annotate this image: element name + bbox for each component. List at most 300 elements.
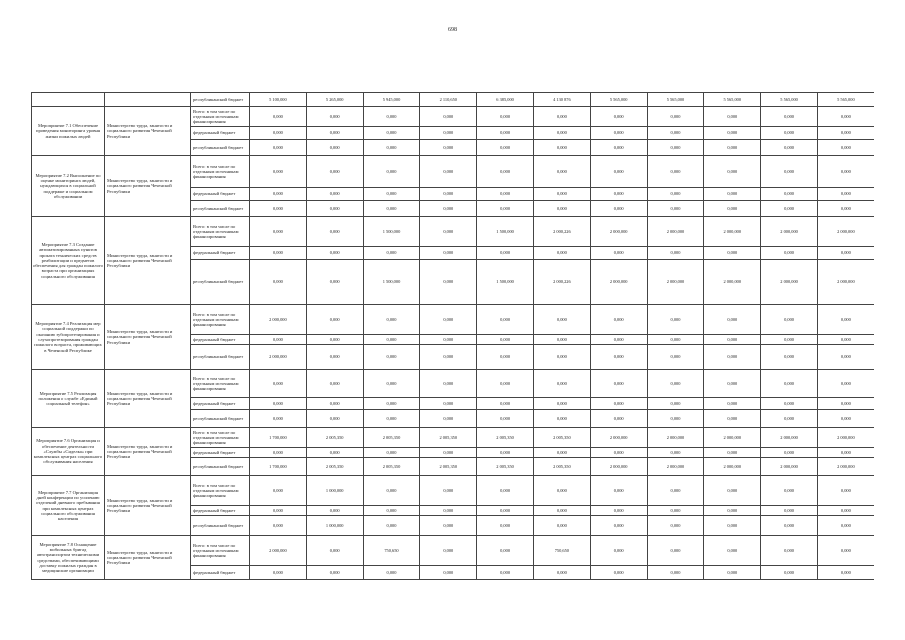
amount-cell: 0,000 bbox=[477, 247, 534, 260]
amount-cell: 0,000 bbox=[761, 410, 818, 428]
funding-source-cell: Всего: в том числе по отдельным источникам финансирования bbox=[191, 370, 250, 398]
table-row bbox=[32, 476, 875, 506]
amount-cell: 0,000 bbox=[420, 536, 477, 566]
amount-cell: 0,000 bbox=[420, 566, 477, 580]
amount-cell: 0,000 bbox=[761, 536, 818, 566]
amount-cell: 0,000 bbox=[761, 305, 818, 335]
amount-cell: 0,000 bbox=[533, 516, 590, 536]
responsible-cell: Министерство труда, занятости и социального развития Чеченской Республики bbox=[105, 107, 191, 156]
amount-cell: 0,000 bbox=[250, 188, 307, 201]
amount-cell: 0,000 bbox=[817, 201, 874, 217]
amount-cell: 2 005,350 bbox=[420, 428, 477, 448]
funding-source-cell: Всего: в том числе по отдельным источникам финансирования bbox=[191, 107, 250, 127]
responsible-cell: Министерство труда, занятости и социального развития Чеченской Республики bbox=[105, 156, 191, 217]
funding-source-cell: Всего: в том числе по отдельным источникам финансирования bbox=[191, 536, 250, 566]
amount-cell: 0,000 bbox=[306, 566, 363, 580]
amount-cell: 0,000 bbox=[420, 107, 477, 127]
amount-cell: 0,000 bbox=[250, 335, 307, 345]
funding-source-cell: республиканский бюджет bbox=[191, 260, 250, 305]
funding-source-cell: Всего: в том числе по отдельным источникам финансирования bbox=[191, 217, 250, 247]
funding-table-body bbox=[32, 93, 875, 580]
amount-cell: 0,000 bbox=[477, 127, 534, 140]
event-name-cell: Мероприятие 7.5 Реализация положения о службе «Единый социальный телефон» bbox=[32, 370, 105, 428]
amount-cell: 2 000,000 bbox=[704, 260, 761, 305]
amount-cell: 0,000 bbox=[363, 345, 420, 370]
amount-cell: 2 000,000 bbox=[590, 217, 647, 247]
amount-cell: 1 700,000 bbox=[250, 428, 307, 448]
amount-cell: 0,000 bbox=[533, 335, 590, 345]
amount-cell: 0,000 bbox=[533, 448, 590, 458]
amount-cell: 0,000 bbox=[761, 156, 818, 188]
table-row bbox=[32, 156, 875, 188]
amount-cell: 0,000 bbox=[250, 260, 307, 305]
amount-cell: 0,000 bbox=[477, 107, 534, 127]
amount-cell: 0,000 bbox=[250, 370, 307, 398]
amount-cell: 0,000 bbox=[250, 127, 307, 140]
amount-cell: 0,000 bbox=[477, 448, 534, 458]
amount-cell: 0,000 bbox=[761, 188, 818, 201]
amount-cell: 0,000 bbox=[817, 516, 874, 536]
funding-source-cell: федеральный бюджет bbox=[191, 127, 250, 140]
amount-cell: 0,000 bbox=[363, 410, 420, 428]
funding-source-cell: федеральный бюджет bbox=[191, 566, 250, 580]
responsible-cell: Министерство труда, занятости и социального развития Чеченской Республики bbox=[105, 370, 191, 428]
amount-cell: 0,000 bbox=[761, 107, 818, 127]
table-row bbox=[32, 217, 875, 247]
amount-cell: 1 500,000 bbox=[363, 260, 420, 305]
amount-cell: 5 100,000 bbox=[250, 93, 307, 107]
amount-cell: 0,000 bbox=[477, 398, 534, 410]
amount-cell: 0,000 bbox=[590, 370, 647, 398]
amount-cell: 0,000 bbox=[250, 506, 307, 516]
amount-cell: 2 000,000 bbox=[817, 458, 874, 476]
table-row bbox=[32, 93, 875, 107]
amount-cell: 0,000 bbox=[306, 140, 363, 156]
amount-cell: 0,000 bbox=[647, 140, 704, 156]
amount-cell: 0,000 bbox=[590, 506, 647, 516]
amount-cell: 0,000 bbox=[761, 506, 818, 516]
amount-cell: 0,000 bbox=[590, 448, 647, 458]
amount-cell: 2 005,350 bbox=[477, 428, 534, 448]
amount-cell: 0,000 bbox=[647, 410, 704, 428]
amount-cell: 0,000 bbox=[761, 247, 818, 260]
amount-cell: 0,000 bbox=[306, 536, 363, 566]
amount-cell: 0,000 bbox=[647, 345, 704, 370]
amount-cell: 0,000 bbox=[363, 398, 420, 410]
funding-source-cell: федеральный бюджет bbox=[191, 448, 250, 458]
amount-cell: 0,000 bbox=[306, 107, 363, 127]
amount-cell: 0,000 bbox=[306, 188, 363, 201]
amount-cell: 2 000,000 bbox=[647, 428, 704, 448]
amount-cell: 0,000 bbox=[306, 217, 363, 247]
amount-cell: 2 000,000 bbox=[647, 458, 704, 476]
amount-cell: 2 000,000 bbox=[704, 428, 761, 448]
amount-cell: 2 000,000 bbox=[250, 305, 307, 335]
amount-cell: 0,000 bbox=[704, 448, 761, 458]
funding-source-cell: Всего: в том числе по отдельным источникам финансирования bbox=[191, 156, 250, 188]
amount-cell: 0,000 bbox=[250, 217, 307, 247]
amount-cell: 0,000 bbox=[420, 410, 477, 428]
amount-cell: 2 000,000 bbox=[590, 260, 647, 305]
amount-cell: 0,000 bbox=[761, 476, 818, 506]
amount-cell: 0,000 bbox=[250, 156, 307, 188]
funding-table bbox=[31, 92, 874, 580]
responsible-cell bbox=[105, 93, 191, 107]
amount-cell: 0,000 bbox=[704, 566, 761, 580]
amount-cell: 2 005,350 bbox=[363, 428, 420, 448]
amount-cell: 0,000 bbox=[761, 566, 818, 580]
amount-cell: 2 005,350 bbox=[363, 458, 420, 476]
funding-source-cell: Всего: в том числе по отдельным источникам финансирования bbox=[191, 428, 250, 448]
amount-cell: 0,000 bbox=[590, 247, 647, 260]
funding-source-cell: республиканский бюджет bbox=[191, 201, 250, 217]
amount-cell: 0,000 bbox=[477, 188, 534, 201]
amount-cell: 0,000 bbox=[533, 127, 590, 140]
amount-cell: 0,000 bbox=[590, 201, 647, 217]
amount-cell: 0,000 bbox=[306, 345, 363, 370]
amount-cell: 0,000 bbox=[647, 536, 704, 566]
amount-cell: 0,000 bbox=[477, 536, 534, 566]
amount-cell: 0,000 bbox=[250, 566, 307, 580]
amount-cell: 0,000 bbox=[647, 188, 704, 201]
responsible-cell: Министерство труда, занятости и социального развития Чеченской Республики bbox=[105, 536, 191, 580]
amount-cell: 0,000 bbox=[306, 201, 363, 217]
amount-cell: 0,000 bbox=[420, 127, 477, 140]
amount-cell: 5 565,000 bbox=[704, 93, 761, 107]
amount-cell: 0,000 bbox=[533, 247, 590, 260]
funding-table-container bbox=[31, 92, 874, 607]
amount-cell: 0,000 bbox=[306, 370, 363, 398]
amount-cell: 0,000 bbox=[420, 201, 477, 217]
amount-cell: 0,000 bbox=[590, 127, 647, 140]
event-name-cell: Мероприятие 7.7 Организация дней конференции по усилению отделений дневного пребывания при комплексных центрах социального обслуживания населения bbox=[32, 476, 105, 536]
amount-cell: 0,000 bbox=[306, 247, 363, 260]
amount-cell: 0,000 bbox=[306, 448, 363, 458]
amount-cell: 0,000 bbox=[363, 305, 420, 335]
amount-cell: 0,000 bbox=[250, 398, 307, 410]
amount-cell: 0,000 bbox=[647, 247, 704, 260]
amount-cell: 0,000 bbox=[533, 188, 590, 201]
amount-cell: 2 000,226 bbox=[533, 260, 590, 305]
event-name-cell: Мероприятие 7.8 Оснащение мобильных бригад автотранспортом техническими средствами, обеспечивающими доставку пожилых граждан в медицинские организации bbox=[32, 536, 105, 580]
amount-cell: 5 565,000 bbox=[817, 93, 874, 107]
amount-cell: 2 000,000 bbox=[590, 428, 647, 448]
amount-cell: 1 500,000 bbox=[477, 260, 534, 305]
amount-cell: 0,000 bbox=[363, 127, 420, 140]
table-row bbox=[32, 305, 875, 335]
amount-cell: 2 000,000 bbox=[250, 536, 307, 566]
responsible-cell: Министерство труда, занятости и социального развития Чеченской Республики bbox=[105, 305, 191, 370]
table-row bbox=[32, 107, 875, 127]
amount-cell: 0,000 bbox=[647, 127, 704, 140]
amount-cell: 0,000 bbox=[647, 370, 704, 398]
amount-cell: 0,000 bbox=[363, 335, 420, 345]
amount-cell: 2 000,000 bbox=[761, 458, 818, 476]
amount-cell: 2 005,350 bbox=[306, 428, 363, 448]
amount-cell: 0,000 bbox=[817, 127, 874, 140]
funding-source-cell: Всего: в том числе по отдельным источникам финансирования bbox=[191, 305, 250, 335]
amount-cell: 0,000 bbox=[477, 410, 534, 428]
amount-cell: 0,000 bbox=[363, 188, 420, 201]
amount-cell: 0,000 bbox=[477, 476, 534, 506]
amount-cell: 0,000 bbox=[363, 107, 420, 127]
amount-cell: 0,000 bbox=[704, 536, 761, 566]
amount-cell: 0,000 bbox=[250, 107, 307, 127]
amount-cell: 1 700,000 bbox=[250, 458, 307, 476]
amount-cell: 0,000 bbox=[363, 476, 420, 506]
table-row bbox=[32, 428, 875, 448]
amount-cell: 1 000,000 bbox=[306, 516, 363, 536]
amount-cell: 0,000 bbox=[477, 370, 534, 398]
amount-cell: 0,000 bbox=[817, 410, 874, 428]
amount-cell: 0,000 bbox=[363, 247, 420, 260]
amount-cell: 0,000 bbox=[420, 188, 477, 201]
amount-cell: 0,000 bbox=[477, 305, 534, 335]
amount-cell: 2 000,000 bbox=[761, 428, 818, 448]
amount-cell: 0,000 bbox=[647, 305, 704, 335]
event-name-cell: Мероприятие 7.2 Выполнение по оценке мониторинга людей, нуждающихся в социальной поддержке и социальном обслуживании bbox=[32, 156, 105, 217]
amount-cell: 0,000 bbox=[704, 107, 761, 127]
amount-cell: 4 130 876 bbox=[533, 93, 590, 107]
amount-cell: 0,000 bbox=[477, 140, 534, 156]
amount-cell: 0,000 bbox=[647, 156, 704, 188]
amount-cell: 0,000 bbox=[647, 476, 704, 506]
amount-cell: 0,000 bbox=[817, 107, 874, 127]
amount-cell: 0,000 bbox=[590, 476, 647, 506]
amount-cell: 0,000 bbox=[250, 140, 307, 156]
amount-cell: 0,000 bbox=[704, 188, 761, 201]
amount-cell: 0,000 bbox=[420, 370, 477, 398]
amount-cell: 0,000 bbox=[590, 335, 647, 345]
amount-cell: 0,000 bbox=[817, 398, 874, 410]
amount-cell: 0,000 bbox=[761, 516, 818, 536]
funding-source-cell: федеральный бюджет bbox=[191, 506, 250, 516]
amount-cell: 0,000 bbox=[250, 247, 307, 260]
amount-cell: 0,000 bbox=[420, 305, 477, 335]
table-row bbox=[32, 536, 875, 566]
amount-cell: 5 265,000 bbox=[306, 93, 363, 107]
amount-cell: 750,650 bbox=[363, 536, 420, 566]
amount-cell: 0,000 bbox=[533, 201, 590, 217]
amount-cell: 0,000 bbox=[817, 156, 874, 188]
amount-cell: 0,000 bbox=[761, 335, 818, 345]
amount-cell: 5 945,000 bbox=[363, 93, 420, 107]
funding-source-cell: республиканский бюджет bbox=[191, 410, 250, 428]
amount-cell: 0,000 bbox=[533, 156, 590, 188]
amount-cell: 0,000 bbox=[761, 345, 818, 370]
responsible-cell: Министерство труда, занятости и социального развития Чеченской Республики bbox=[105, 476, 191, 536]
amount-cell: 2 005,350 bbox=[533, 428, 590, 448]
amount-cell: 2 000,000 bbox=[817, 260, 874, 305]
amount-cell: 0,000 bbox=[817, 566, 874, 580]
amount-cell: 0,000 bbox=[761, 398, 818, 410]
page-number: 698 bbox=[448, 27, 457, 33]
amount-cell: 2 000,000 bbox=[704, 217, 761, 247]
amount-cell: 2 000,226 bbox=[533, 217, 590, 247]
amount-cell: 0,000 bbox=[250, 201, 307, 217]
amount-cell: 0,000 bbox=[533, 345, 590, 370]
amount-cell: 0,000 bbox=[306, 156, 363, 188]
amount-cell: 0,000 bbox=[477, 506, 534, 516]
funding-source-cell: республиканский бюджет bbox=[191, 345, 250, 370]
amount-cell: 0,000 bbox=[817, 335, 874, 345]
event-name-cell: Мероприятие 7.3 Создание автоматизированных пунктов проката технических средств реабилитации и предметов обеспечения для граждан пожилого возраста при организациях социального обслуживания bbox=[32, 217, 105, 305]
amount-cell: 0,000 bbox=[306, 398, 363, 410]
amount-cell: 0,000 bbox=[817, 476, 874, 506]
amount-cell: 0,000 bbox=[817, 370, 874, 398]
funding-source-cell: федеральный бюджет bbox=[191, 247, 250, 260]
funding-source-cell: республиканский бюджет bbox=[191, 93, 250, 107]
amount-cell: 0,000 bbox=[250, 516, 307, 536]
funding-source-cell: федеральный бюджет bbox=[191, 335, 250, 345]
amount-cell: 2 005,350 bbox=[533, 458, 590, 476]
amount-cell: 0,000 bbox=[817, 536, 874, 566]
amount-cell: 0,000 bbox=[647, 506, 704, 516]
amount-cell: 2 110,650 bbox=[420, 93, 477, 107]
amount-cell: 0,000 bbox=[590, 516, 647, 536]
amount-cell: 2 000,000 bbox=[647, 260, 704, 305]
responsible-cell: Министерство труда, занятости и социального развития Чеченской Республики bbox=[105, 217, 191, 305]
amount-cell: 0,000 bbox=[533, 410, 590, 428]
amount-cell: 0,000 bbox=[817, 188, 874, 201]
amount-cell: 0,000 bbox=[533, 476, 590, 506]
amount-cell: 1 500,000 bbox=[363, 217, 420, 247]
amount-cell: 6 385,000 bbox=[477, 93, 534, 107]
amount-cell: 0,000 bbox=[761, 127, 818, 140]
amount-cell: 0,000 bbox=[250, 448, 307, 458]
amount-cell: 0,000 bbox=[477, 345, 534, 370]
amount-cell: 0,000 bbox=[363, 156, 420, 188]
amount-cell: 0,000 bbox=[647, 201, 704, 217]
amount-cell: 0,000 bbox=[704, 201, 761, 217]
amount-cell: 0,000 bbox=[363, 506, 420, 516]
amount-cell: 0,000 bbox=[420, 476, 477, 506]
amount-cell: 0,000 bbox=[590, 305, 647, 335]
amount-cell: 0,000 bbox=[306, 335, 363, 345]
amount-cell: 0,000 bbox=[533, 566, 590, 580]
amount-cell: 0,000 bbox=[533, 506, 590, 516]
amount-cell: 0,000 bbox=[363, 370, 420, 398]
amount-cell: 0,000 bbox=[704, 140, 761, 156]
amount-cell: 0,000 bbox=[306, 506, 363, 516]
amount-cell: 2 000,000 bbox=[817, 428, 874, 448]
event-name-cell: Мероприятие 7.6 Организация и обеспечение деятельности «Службы «Сиделка» при комплексных центрах социального обслуживания населения bbox=[32, 428, 105, 476]
amount-cell: 0,000 bbox=[477, 201, 534, 217]
amount-cell: 0,000 bbox=[704, 410, 761, 428]
amount-cell: 0,000 bbox=[647, 107, 704, 127]
amount-cell: 0,000 bbox=[590, 398, 647, 410]
amount-cell: 0,000 bbox=[704, 156, 761, 188]
amount-cell: 2 000,000 bbox=[250, 345, 307, 370]
amount-cell: 0,000 bbox=[704, 398, 761, 410]
amount-cell: 0,000 bbox=[420, 448, 477, 458]
amount-cell: 0,000 bbox=[761, 370, 818, 398]
amount-cell: 0,000 bbox=[647, 398, 704, 410]
amount-cell: 0,000 bbox=[704, 305, 761, 335]
amount-cell: 0,000 bbox=[533, 370, 590, 398]
amount-cell: 0,000 bbox=[306, 410, 363, 428]
amount-cell: 0,000 bbox=[363, 140, 420, 156]
amount-cell: 2 000,000 bbox=[647, 217, 704, 247]
amount-cell: 0,000 bbox=[590, 345, 647, 370]
amount-cell: 5 565,000 bbox=[647, 93, 704, 107]
amount-cell: 0,000 bbox=[590, 188, 647, 201]
amount-cell: 0,000 bbox=[363, 448, 420, 458]
amount-cell: 0,000 bbox=[817, 345, 874, 370]
amount-cell: 0,000 bbox=[704, 516, 761, 536]
amount-cell: 0,000 bbox=[477, 335, 534, 345]
amount-cell: 0,000 bbox=[817, 448, 874, 458]
amount-cell: 0,000 bbox=[590, 566, 647, 580]
amount-cell: 0,000 bbox=[420, 260, 477, 305]
amount-cell: 0,000 bbox=[420, 156, 477, 188]
amount-cell: 0,000 bbox=[533, 140, 590, 156]
amount-cell: 0,000 bbox=[250, 410, 307, 428]
amount-cell: 5 565,000 bbox=[761, 93, 818, 107]
amount-cell: 0,000 bbox=[477, 156, 534, 188]
amount-cell: 2 000,000 bbox=[817, 217, 874, 247]
amount-cell: 0,000 bbox=[817, 140, 874, 156]
amount-cell: 0,000 bbox=[817, 247, 874, 260]
amount-cell: 2 000,000 bbox=[590, 458, 647, 476]
responsible-cell: Министерство труда, занятости и социального развития Чеченской Республики bbox=[105, 428, 191, 476]
amount-cell: 0,000 bbox=[590, 156, 647, 188]
amount-cell: 0,000 bbox=[306, 127, 363, 140]
amount-cell: 2 005,350 bbox=[420, 458, 477, 476]
amount-cell: 0,000 bbox=[420, 398, 477, 410]
amount-cell: 0,000 bbox=[647, 516, 704, 536]
amount-cell: 750,650 bbox=[533, 536, 590, 566]
amount-cell: 0,000 bbox=[704, 345, 761, 370]
amount-cell: 0,000 bbox=[647, 335, 704, 345]
amount-cell: 0,000 bbox=[420, 140, 477, 156]
amount-cell: 0,000 bbox=[420, 335, 477, 345]
event-name-cell: Мероприятие 7.4 Реализация мер социальной поддержки по оказанию зубопротезирования и слухопротезирования граждан пожилого возраста, проживающих в Чеченской Республике bbox=[32, 305, 105, 370]
event-name-cell bbox=[32, 93, 105, 107]
event-name-cell: Мероприятие 7.1 Обеспечение проведения мониторинга уровня жизни пожилых людей bbox=[32, 107, 105, 156]
amount-cell: 0,000 bbox=[590, 140, 647, 156]
amount-cell: 0,000 bbox=[420, 516, 477, 536]
amount-cell: 2 005,350 bbox=[477, 458, 534, 476]
amount-cell: 0,000 bbox=[817, 506, 874, 516]
amount-cell: 0,000 bbox=[704, 335, 761, 345]
amount-cell: 1 000,000 bbox=[306, 476, 363, 506]
amount-cell: 0,000 bbox=[363, 566, 420, 580]
amount-cell: 0,000 bbox=[477, 516, 534, 536]
amount-cell: 0,000 bbox=[590, 107, 647, 127]
amount-cell: 0,000 bbox=[647, 566, 704, 580]
amount-cell: 0,000 bbox=[363, 201, 420, 217]
amount-cell: 0,000 bbox=[761, 448, 818, 458]
amount-cell: 0,000 bbox=[533, 107, 590, 127]
amount-cell: 0,000 bbox=[420, 247, 477, 260]
funding-source-cell: федеральный бюджет bbox=[191, 398, 250, 410]
amount-cell: 0,000 bbox=[704, 476, 761, 506]
amount-cell: 0,000 bbox=[477, 566, 534, 580]
funding-source-cell: республиканский бюджет bbox=[191, 458, 250, 476]
amount-cell: 5 565,000 bbox=[590, 93, 647, 107]
amount-cell: 0,000 bbox=[647, 448, 704, 458]
amount-cell: 0,000 bbox=[704, 370, 761, 398]
amount-cell: 0,000 bbox=[590, 410, 647, 428]
funding-source-cell: республиканский бюджет bbox=[191, 140, 250, 156]
amount-cell: 0,000 bbox=[306, 260, 363, 305]
funding-source-cell: республиканский бюджет bbox=[191, 516, 250, 536]
amount-cell: 2 000,000 bbox=[704, 458, 761, 476]
amount-cell: 2 000,000 bbox=[761, 217, 818, 247]
amount-cell: 0,000 bbox=[306, 305, 363, 335]
table-row bbox=[32, 370, 875, 398]
